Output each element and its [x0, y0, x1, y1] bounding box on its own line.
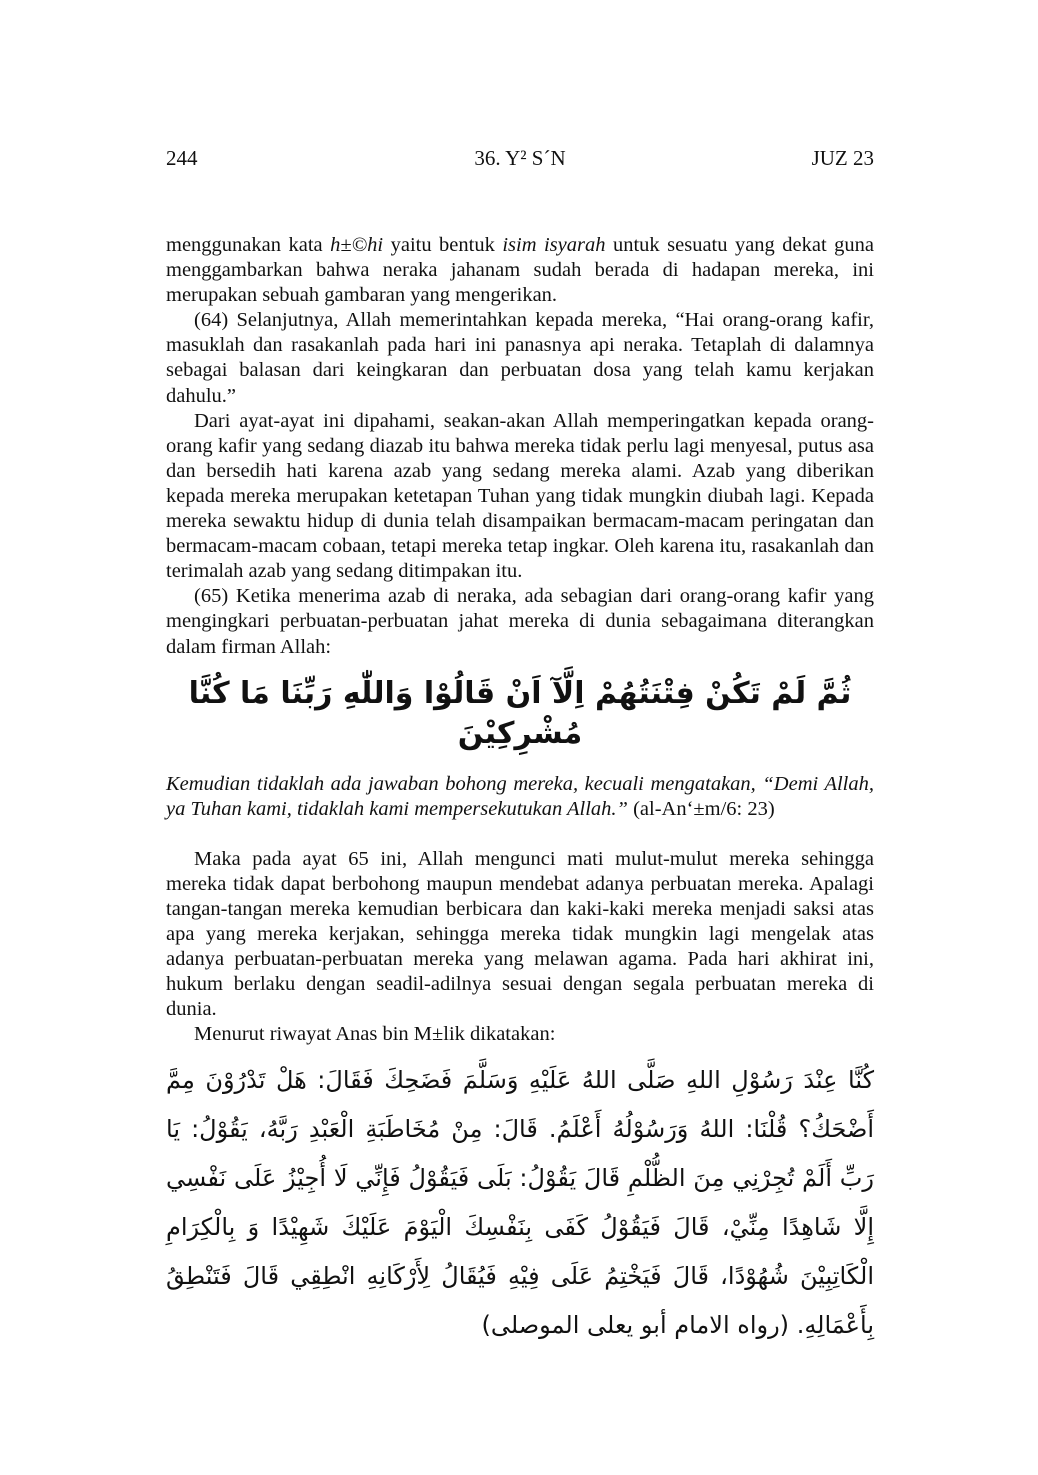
- paragraph-4: (65) Ketika menerima azab di neraka, ada sebagian dari orang-orang kafir yang mengingkari perbuatan-perbuatan jahat mereka di dunia sebagaimana diterangkan dalam firman Allah:: [166, 585, 874, 658]
- hadith-arabic: كُنَّا عِنْدَ رَسُوْلِ اللهِ صَلَّى اللهُ عَلَيْهِ وَسَلَّمَ فَضَحِكَ فَقَالَ: هَلْ تَدْرُوْنَ مِمَّ أَضْحَكُ؟ قُلْنَا: اللهُ وَرَسُوْلُهُ أَعْلَمُ. قَالَ: مِنْ مُخَاطَبَةِ الْعَبْدِ رَبَّهُ، يَقُوْلُ: يَا رَبِّ أَلَمْ تُجِرْنِي مِنَ الظُّلْمِ قَالَ يَقُوْلُ: بَلَى فَيَقُوْلُ فَإِنِّي لَا أُجِيْزُ عَلَى نَفْسِي إِلَّا شَاهِدًا مِنِّيْ، قَالَ فَيَقُوْلُ كَفَى بِنَفْسِكَ الْيَوْمَ عَلَيْكَ شَهِيْدًا وَ بِالْكِرَامِ الْكَاتِبِيْنَ شُهُوْدًا، قَالَ فَيَخْتِمُ عَلَى فِيْهِ فَيُقَالُ لِأَرْكَانِهِ انْطِقِي قَالَ فَتَنْطِقُ بِأَعْمَالِهِ. (رواه الامام أبو يعلى الموصلى): [166, 1065, 874, 1339]
- hadith-source: (رواه الامام أبو يعلى الموصلى): [481, 1310, 790, 1339]
- page-number: 244: [166, 146, 198, 170]
- paragraph-1: menggunakan kata h±©hi yaitu bentuk isim isyarah untuk sesuatu yang dekat guna menggambarkan bahwa neraka jahanam sudah berada di hadapan mereka, ini merupakan sebuah gambaran yang mengerikan.: [166, 234, 875, 307]
- surah-title: 36. Y² S´N: [474, 146, 566, 170]
- term-isim-isyarah: isim isyarah: [502, 234, 606, 256]
- paragraph-3: Dari ayat-ayat ini dipahami, seakan-akan Allah memperingatkan kepada orang-orang kafir yang sedang diazab itu bahwa mereka tidak perlu lagi menyesal, putus asa dan bersedih hati karena azab yang sedang mereka alami. Azab yang diberikan kepada mereka merupakan ketetapan Tuhan yang tidak mungkin diubah lagi. Kepada mereka sewaktu hidup di dunia telah disampaikan bermacam-macam peringatan dan bermacam-macam cobaan, tetapi mereka tetap ingkar. Oleh karena itu, rasakanlah dan terimalah azab yang sedang ditimpakan itu.: [166, 409, 874, 583]
- verse-reference: (al-An‘±m/6: 23): [627, 797, 775, 820]
- paragraph-2: (64) Selanjutnya, Allah memerintahkan kepada mereka, “Hai orang-orang kafir, masuklah dan rasakanlah pada hari ini panasnya api neraka. Tetaplah di dalamnya sebagai balasan dari keingkaran dan perbuatan dosa yang telah kamu kerjakan dahulu.”: [166, 309, 874, 407]
- paragraph-5: Maka pada ayat 65 ini, Allah mengunci mati mulut-mulut mereka sehingga mereka tidak dapat berbohong maupun mendebat adanya perbuatan mereka. Apalagi tangan-tangan mereka kemudian berbicara dan kaki-kaki mereka menjadi saksi atas apa yang mereka kerjakan, sehingga mereka tidak mungkin lagi mengelak atas adanya perbuatan-perbuatan mereka yang melawan agama. Pada hari akhirat ini, hukum berlaku dengan seadil-adilnya sesuai dengan segala perbuatan mereka di dunia.: [166, 847, 874, 1021]
- paragraph-6: Menurut riwayat Anas bin M±lik dikatakan:: [194, 1023, 556, 1046]
- term-hadhihi: h±©hi: [330, 234, 384, 256]
- quran-verse-arabic: ثُمَّ لَمْ تَكُنْ فِتْنَتُهُمْ اِلَّآ اَنْ قَالُوْا وَاللّٰهِ رَبِّنَا مَا كُنَّا مُشْرِكِيْنَ: [188, 675, 852, 751]
- page-body: [166, 233, 874, 1350]
- verse-translation: Kemudian tidaklah ada jawaban bohong mereka, kecuali mengatakan, “Demi Allah, ya Tuhan kami, tidaklah kami mempersekutukan Allah.” (al-An‘±m/6: 23): [166, 772, 874, 820]
- juz-label: JUZ 23: [811, 146, 874, 170]
- spacer: [166, 822, 874, 847]
- page-header: [166, 146, 874, 174]
